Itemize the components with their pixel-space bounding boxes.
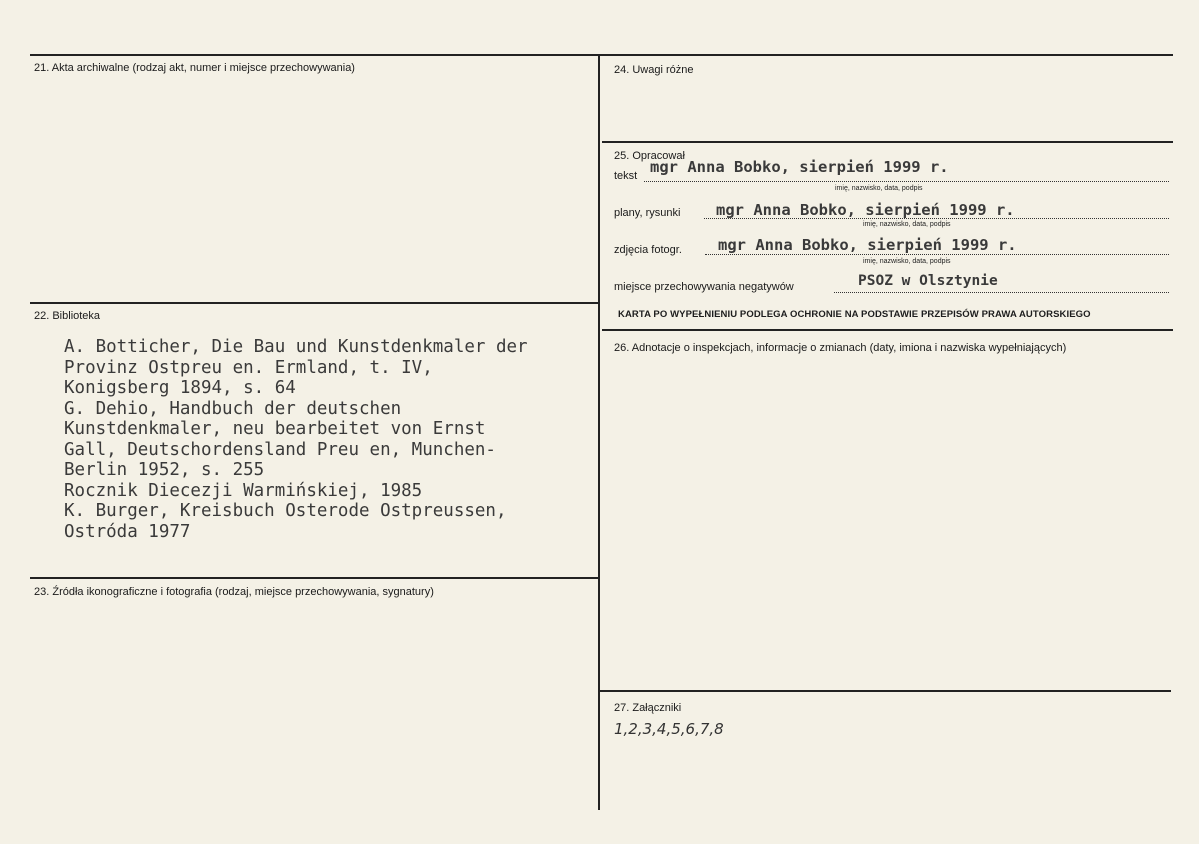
field-text-dotted-line: [644, 181, 1169, 182]
rule-22: [30, 302, 599, 304]
field-text-label: tekst: [614, 170, 638, 182]
field-text-hint: imię, nazwisko, data, podpis: [835, 185, 923, 192]
bibliography-line: K. Burger, Kreisbuch Osterode Ostpreussen,: [64, 501, 507, 521]
bibliography-line: Provinz Ostpreu en. Ermland, t. IV,: [64, 357, 433, 378]
bibliography-line: Kunstdenkmaler, neu bearbeitet von Ernst: [64, 419, 486, 439]
field-photos-dotted-line: [705, 254, 1169, 255]
section-25-label: 25. Opracował: [614, 150, 685, 162]
rule-25: [602, 141, 1173, 143]
field-negatives-label: miejsce przechowywania negatywów: [614, 281, 794, 293]
bibliography-line: G. Dehio, Handbuch der deutschen: [64, 398, 402, 419]
top-rule: [30, 54, 1173, 56]
rule-26-top: [602, 329, 1173, 331]
field-negatives-value: PSOZ w Olsztynie: [858, 273, 998, 289]
bibliography-line: Ostróda 1977: [64, 521, 191, 542]
field-photos-label: zdjęcia fotogr.: [614, 244, 682, 256]
copyright-notice: KARTA PO WYPEŁNIENIU PODLEGA OCHRONIE NA PODSTAWIE PRZEPISÓW PRAWA AUTORSKIEGO: [618, 309, 1091, 320]
field-text-value: mgr Anna Bobko, sierpień 1999 r.: [650, 158, 949, 176]
rule-23: [30, 577, 599, 579]
section-24-label: 24. Uwagi różne: [614, 64, 694, 76]
bibliography-line: Rocznik Diecezji Warmińskiej, 1985: [64, 480, 423, 501]
section-27-label: 27. Załączniki: [614, 702, 682, 714]
section-23-label: 23. Źródła ikonograficzne i fotografia (rodzaj, miejsce przechowywania, sygnatury): [34, 586, 434, 598]
section-22-label: 22. Biblioteka: [34, 310, 101, 322]
section-26-label: 26. Adnotacje o inspekcjach, informacje o zmianach (daty, imiona i nazwiska wypełniających): [614, 342, 1067, 354]
field-photos-value: mgr Anna Bobko, sierpień 1999 r.: [718, 236, 1017, 254]
field-plans-value: mgr Anna Bobko, sierpień 1999 r.: [716, 201, 1015, 219]
field-plans-hint: imię, nazwisko, data, podpis: [863, 221, 951, 228]
bibliography-line: Berlin 1952, s. 255: [64, 460, 265, 480]
field-photos-hint: imię, nazwisko, data, podpis: [863, 258, 951, 265]
attachments-value: 1,2,3,4,5,6,7,8: [614, 720, 724, 738]
bibliography-line: Konigsberg 1894, s. 64: [64, 378, 296, 398]
section-21-label: 21. Akta archiwalne (rodzaj akt, numer i miejsce przechowywania): [34, 62, 355, 74]
bibliography-line: A. Botticher, Die Bau und Kunstdenkmaler der: [64, 337, 528, 357]
center-divider: [598, 55, 600, 810]
bibliography-line: Gall, Deutschordensland Preu en, Munchen-: [64, 439, 496, 460]
rule-27: [600, 690, 1171, 692]
bibliography-list: [64, 337, 584, 542]
field-plans-dotted-line: [704, 218, 1169, 219]
field-negatives-dotted-line: [834, 292, 1169, 293]
field-plans-label: plany, rysunki: [614, 207, 681, 219]
